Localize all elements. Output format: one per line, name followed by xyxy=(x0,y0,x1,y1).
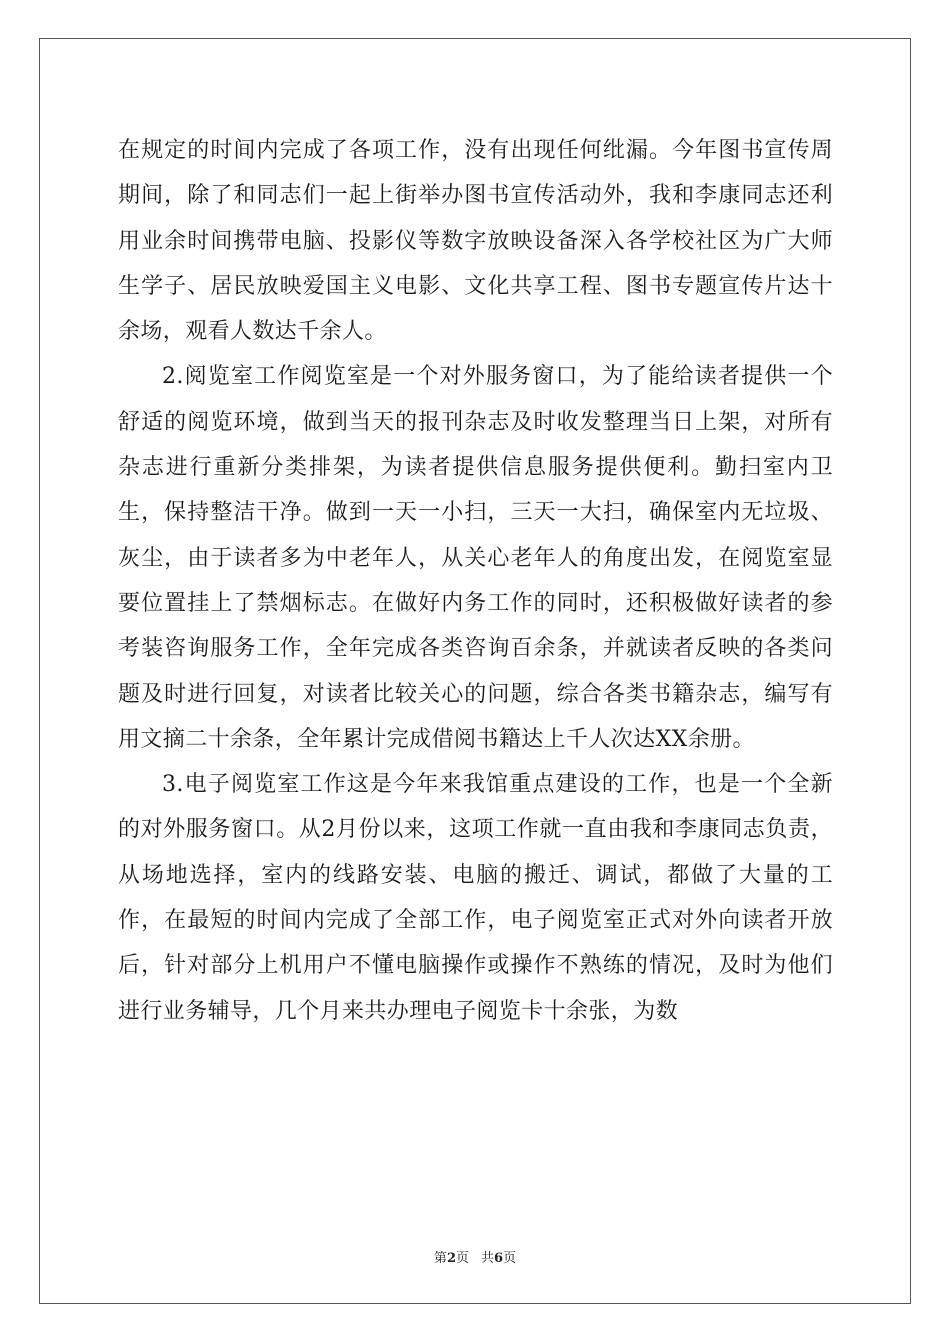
paragraph-2: 2.阅览室工作阅览室是一个对外服务窗口，为了能给读者提供一个舒适的阅览环境，做到当天的报刊杂志及时收发整理当日上架，对所有杂志进行重新分类排架，为读者提供信息服务提供便利。勤扫室内卫生，保持整洁干净。做到一天一小扫，三天一大扫，确保室内无垃圾、灰尘，由于读者多为中老年人，从关心老年人的角度出发，在阅览室显要位置挂上了禁烟标志。在做好内务工作的同时，还积极做好读者的参考装咨询服务工作，全年完成各类咨询百余条，并就读者反映的各类问题及时进行回复，对读者比较关心的问题，综合各类书籍杂志，编写有用文摘二十余条，全年累计完成借阅书籍达上千人次达XX余册。 xyxy=(118,364,833,752)
page-number: 第2页 xyxy=(433,1251,469,1266)
paragraph-1: 在规定的时间内完成了各项工作，没有出现任何纰漏。今年图书宣传周期间，除了和同志们一起上街举办图书宣传活动外，我和李康同志还利用业余时间携带电脑、投影仪等数字放映设备深入各学校社区为广大师生学子、居民放映爱国主义电影、文化共享工程、图书专题宣传片达十余场，观看人数达千余人。 xyxy=(118,138,833,345)
page-total: 共6页 xyxy=(481,1251,517,1266)
document-body xyxy=(118,128,833,1034)
paragraph-3: 3.电子阅览室工作这是今年来我馆重点建设的工作，也是一个全新的对外服务窗口。从2月份以来，这项工作就一直由我和李康同志负责，从场地选择，室内的线路安装、电脑的搬迁、调试，都做了大量的工作，在最短的时间内完成了全部工作，电子阅览室正式对外向读者开放后，针对部分上机用户不懂电脑操作或操作不熟练的情况，及时为他们进行业务辅导，几个月来共办理电子阅览卡十余张，为数 xyxy=(118,772,833,1024)
page-footer xyxy=(0,1247,950,1266)
